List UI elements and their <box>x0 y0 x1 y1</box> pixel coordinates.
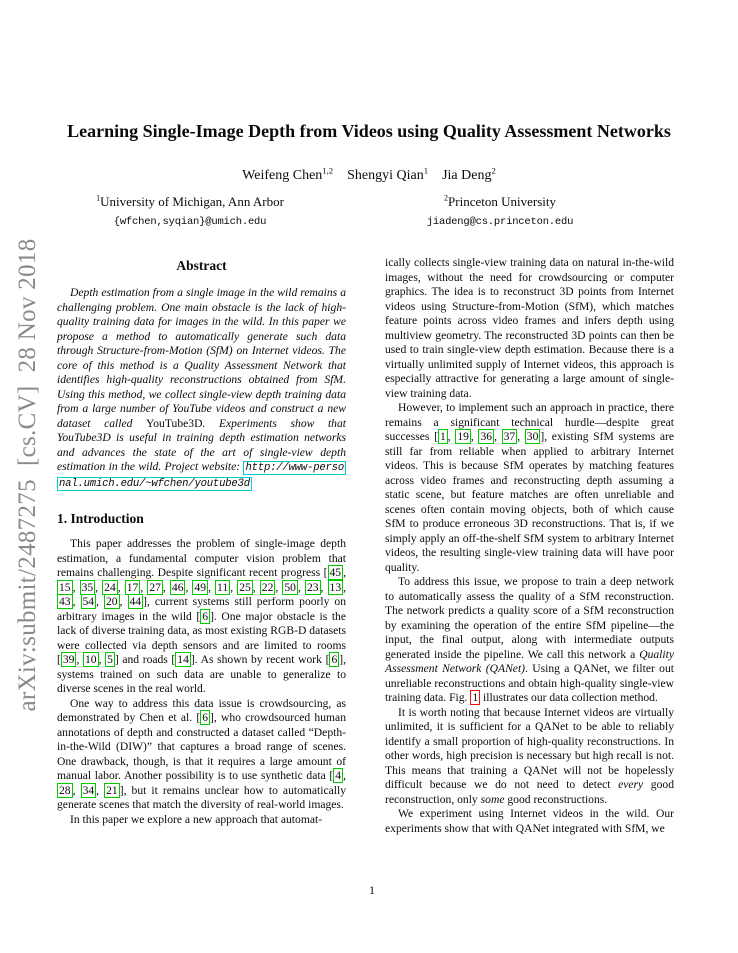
citation-ref[interactable]: 35 <box>81 580 94 594</box>
page-number: 1 <box>369 883 375 897</box>
author <box>242 165 334 183</box>
introduction-text <box>57 537 346 827</box>
citation-ref[interactable]: 45 <box>329 566 342 579</box>
citation-ref[interactable]: 10 <box>84 653 97 666</box>
affiliation-name: $^2$Princeton University <box>444 193 556 209</box>
citation-ref[interactable]: 4 <box>335 769 342 782</box>
citation-ref[interactable]: 1 <box>439 430 446 443</box>
author-superscript: 1,2 <box>322 165 334 176</box>
project-url-link[interactable]: http://www-personal.umich.edu/~wfchen/youtube3d <box>59 462 344 490</box>
body-columns <box>57 256 674 836</box>
left-column <box>57 256 346 836</box>
citation-ref[interactable]: 6 <box>331 653 338 666</box>
citation-ref[interactable]: 6 <box>202 609 209 623</box>
citation-ref[interactable]: 22 <box>261 580 274 594</box>
author-name: Shengyi Qian <box>347 168 424 183</box>
right-column-text <box>385 256 674 836</box>
citation-ref[interactable]: 27 <box>149 580 161 594</box>
page-title: Learning Single-Image Depth from Videos using Quality Assessment Networks <box>67 121 671 141</box>
citation-ref[interactable]: 19 <box>457 430 469 443</box>
paragraph: This paper addresses the problem of single-image depth estimation, a fundamental computer vision problem that remains challenging. Despite significant recent progress [ 45 , 15 , 35 , 24 , 17 , 27 , 46 , 49 , 11 , 25 , 22 , 50 , 23 , 13 , 43 , 54 , 20 , 44 ], current systems still perform poorly on arbitrary images in the wild [ 6 ]. One major obstacle is the lack of diverse training data, as most existing RGB-D datasets were collected via depth sensors and are limited to rooms [ 39 , 10 , 5 ] and roads [ 14 ]. As shown by recent work [ 6 ], systems trained on such data are unable to generalize to diverse scenes in the real world. <box>57 537 347 695</box>
affiliation-email: {wfchen,syqian}@umich.edu <box>113 216 267 228</box>
author <box>442 165 496 183</box>
affiliation-superscript: 2 <box>444 193 449 203</box>
citation-ref[interactable]: 50 <box>284 580 296 594</box>
citation-ref[interactable]: 43 <box>59 595 71 608</box>
citation-ref[interactable]: 23 <box>306 580 319 594</box>
abstract-heading: Abstract <box>176 258 227 273</box>
author-line <box>40 167 698 185</box>
citation-ref[interactable]: 37 <box>503 430 516 443</box>
author <box>347 165 429 183</box>
citation-ref[interactable]: 5 <box>107 653 113 666</box>
citation-ref[interactable]: 13 <box>329 580 342 594</box>
citation-ref[interactable]: 6 <box>202 711 208 724</box>
figure-ref[interactable]: 1 <box>472 691 479 704</box>
citation-ref[interactable]: 44 <box>129 595 142 608</box>
author-superscript: 1 <box>423 165 429 176</box>
citation-ref[interactable]: 30 <box>526 430 539 443</box>
citation-ref[interactable]: 14 <box>177 653 189 666</box>
citation-ref[interactable]: 21 <box>106 783 118 797</box>
paragraph: However, to implement such an approach in practice, there remains a significant technical hurdle—despite great successes [ 1 , 19 , 36 , 37 , 30 ], existing SfM systems are still far from reliable when applied to arbitrary Internet videos. This is because SfM operates by matching features across video frames and reconstructing depth assuming a static scene, but feature matches are often unreliable and scenes often contain moving objects, both of which cause SfM to produce erroneous 3D reconstructions. That is, if we simply apply an off-the-shelf SfM system to arbitrary Internet videos, the resulting single-view training data will have poor quality. <box>385 401 674 574</box>
citation-ref[interactable]: 49 <box>194 580 207 594</box>
citation-ref[interactable]: 11 <box>217 580 229 594</box>
paragraph: We experiment using Internet videos in the wild. Our experiments show that with QANet integrated with SfM, we <box>385 807 674 835</box>
paragraph: One way to address this data issue is crowdsourcing, as demonstrated by Chen et al. [ 6 ], who crowdsourced human annotations of depth and constructed a dataset called “Depth-in-the-Wild (DIW)” that captures a broad range of scenes. One drawback, though, is that it requires a large amount of manual labor. Another possibility is to use synthetic data [ 4 , 28 , 34 , 21 ], but it remains unclear how to automatically generate scenes that match the diversity of real-world images. <box>57 696 347 811</box>
paragraph: It is worth noting that because Internet videos are virtually unlimited, it is sufficient for a QANet to be able to reliably identify a small proportion of high-quality reconstructions. In other words, high precision is necessary but high recall is not. This means that training a QANet will not be hopelessly difficult because we do not need to detect every good reconstruction, only some good reconstructions. <box>385 705 674 806</box>
paragraph: Depth estimation from a single image in the wild remains a challenging problem. One main obstacle is the lack of high-quality training data for images in the wild. In this paper we propose a method to automatically generate such data through Structure-from-Motion (SfM) on Internet videos. The core of this method is a Quality Assessment Network that identifies high-quality reconstructions obtained from SfM. Using this method, we collect single-view depth training data from a large number of YouTube videos and construct a new dataset called YouTube3D. Experiments show that YouTube3D is useful in training depth estimation networks and advances the state of the art of single-view depth estimation in the wild. Project website: http://www-personal.umich.edu/~wfchen/youtube3d <box>57 286 346 490</box>
citation-ref[interactable]: 15 <box>59 580 71 594</box>
paragraph: ically collects single-view training data on natural in-the-wild images, without the need for crowdsourcing or computer graphics. The idea is to reconstruct 3D points from Internet videos using Structure-from-Motion (SfM), which matches feature points across video frames and infers depth using multiview geometry. The reconstructed 3D points can then be used to train single-view depth estimation. Because there is a virtually unlimited supply of Internet videos, this approach is especially attractive for generating a large amount of single-view training data. <box>385 256 674 400</box>
citation-ref[interactable]: 54 <box>82 595 95 608</box>
citation-ref[interactable]: 20 <box>106 595 118 608</box>
affiliation-name: $^1$University of Michigan, Ann Arbor <box>96 193 284 209</box>
citation-ref[interactable]: 36 <box>480 430 493 443</box>
author-superscript: 2 <box>491 165 496 176</box>
abstract-text <box>57 286 346 491</box>
citation-ref[interactable]: 17 <box>126 580 139 594</box>
paragraph: To address this issue, we propose to train a deep network to automatically assess the quality of a SfM reconstruction. The network predicts a quality score of a SfM reconstruction by examining the operation of the entire SfM pipeline—the input, the final output, along with intermediate outputs generated inside the pipeline. We call this network a Quality Assessment Network (QANet). Using a QANet, we filter out unreliable reconstructions and obtain high-quality single-view training data. Fig. 1 illustrates our data collection method. <box>385 575 674 704</box>
affiliation-email: jiadeng@cs.princeton.edu <box>426 216 574 228</box>
citation-ref[interactable]: 24 <box>104 580 116 594</box>
affiliation-superscript: 1 <box>96 193 101 203</box>
arxiv-watermark: arXiv:submit/2487275 [cs.CV] 28 Nov 2018 <box>14 238 41 712</box>
affiliation-princeton <box>370 194 630 230</box>
affiliation-michigan <box>60 194 320 230</box>
section-heading-introduction: 1. Introduction <box>57 511 144 526</box>
citation-ref[interactable]: 28 <box>59 783 71 797</box>
paragraph: In this paper we explore a new approach that automat- <box>70 812 323 826</box>
citation-ref[interactable]: 46 <box>171 580 184 594</box>
author-name: Weifeng Chen <box>242 168 323 183</box>
right-column <box>385 256 674 836</box>
citation-ref[interactable]: 39 <box>62 653 75 666</box>
citation-ref[interactable]: 25 <box>239 580 251 594</box>
author-name: Jia Deng <box>442 168 492 183</box>
citation-ref[interactable]: 34 <box>82 783 95 797</box>
